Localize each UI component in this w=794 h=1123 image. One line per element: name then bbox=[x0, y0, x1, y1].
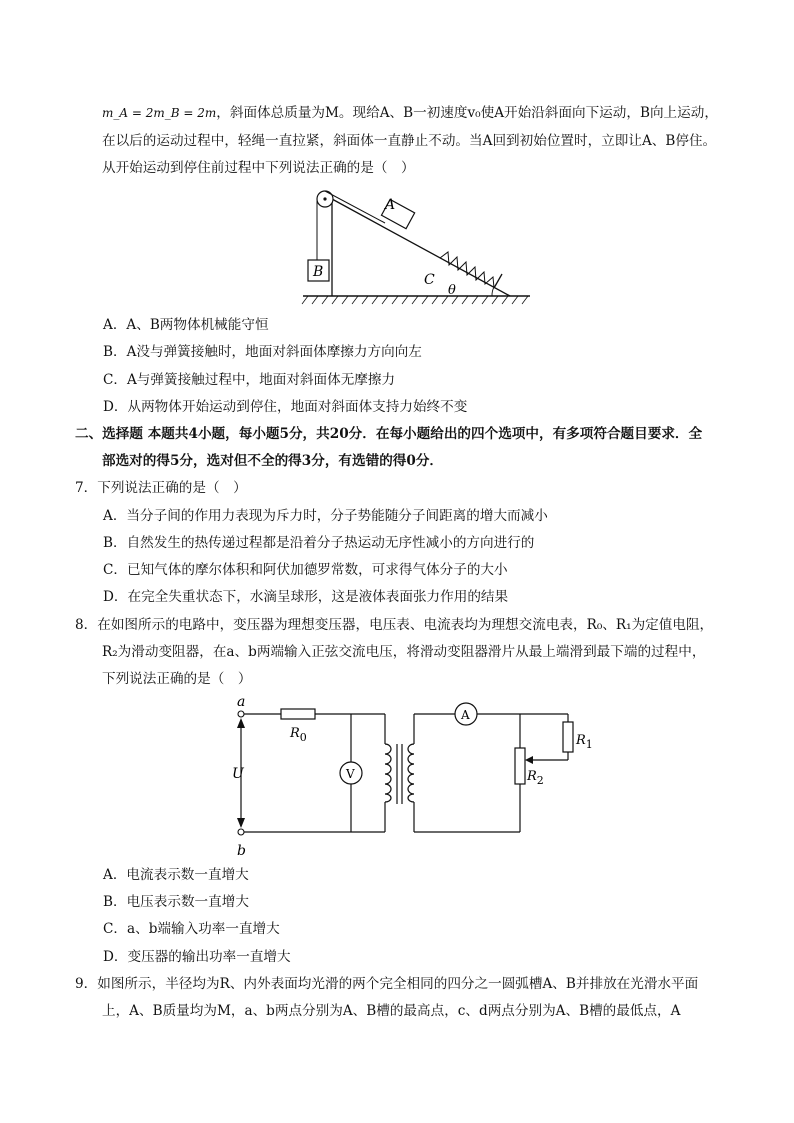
q8-option-c: C．a、b端输入功率一直增大 bbox=[103, 921, 280, 937]
q8-label-R1: $R_1$ bbox=[576, 733, 593, 751]
q6-label-A: A bbox=[385, 197, 396, 213]
q6-line2: 在以后的运动过程中，轻绳一直拉紧，斜面体一直静止不动。当A回到初始位置时，立即让A、B停住。 bbox=[102, 133, 717, 149]
q7-option-b: B．自然发生的热传递过程都是沿着分子热运动无序性减小的方向进行的 bbox=[103, 535, 535, 551]
q8-voltmeter-label: V bbox=[346, 767, 355, 781]
q6-option-d: D．从两物体开始运动到停住，地面对斜面体支持力始终不变 bbox=[103, 399, 468, 415]
q6-label-C: C bbox=[424, 272, 435, 288]
q8-label-R2: $R_2$ bbox=[527, 769, 544, 787]
q7-option-a: A．当分子间的作用力表现为斥力时，分子势能随分子间距离的增大而减小 bbox=[103, 508, 548, 524]
q9-line1: 9．如图所示，半径均为R、内外表面均光滑的两个完全相同的四分之一圆弧槽A、B并排放在光滑水平面 bbox=[75, 976, 699, 992]
q6-line1 bbox=[102, 104, 718, 122]
q8-label-R0: $R_0$ bbox=[290, 726, 307, 744]
q9-line2: 上，A、B质量均为M，a、b两点分别为A、B槽的最高点，c、d两点分别为A、B槽的最低点，A bbox=[102, 1003, 681, 1019]
q6-option-c: C．A与弹簧接触过程中，地面对斜面体无摩擦力 bbox=[103, 372, 396, 388]
q8-option-d: D．变压器的输出功率一直增大 bbox=[103, 949, 291, 965]
q8-circuit-figure bbox=[225, 692, 595, 860]
q6-line1-text: ，斜面体总质量为M。现给A、B一初速度v₀使A开始沿斜面向下运动，B向上运动， bbox=[216, 105, 718, 121]
q8-label-U: U bbox=[232, 766, 244, 782]
q7-option-c: C．已知气体的摩尔体积和阿伏加德罗常数，可求得气体分子的大小 bbox=[103, 562, 508, 578]
q7-option-d: D．在完全失重状态下，水滴呈球形，这是液体表面张力作用的结果 bbox=[103, 589, 509, 605]
q8-option-a: A．电流表示数一直增大 bbox=[103, 867, 249, 883]
q8-stem: 下列说法正确的是（ ） bbox=[102, 671, 252, 687]
q6-label-B: B bbox=[313, 264, 324, 280]
q8-label-a: a bbox=[237, 694, 246, 710]
q7-stem: 7．下列说法正确的是（ ） bbox=[75, 480, 247, 496]
q6-mass-formula: m_A = 2m_B = 2m bbox=[102, 106, 217, 120]
section2-header-line1: 二、选择题 本题共4小题，每小题5分，共20分．在每小题给出的四个选项中，有多项符合题目要求．全 bbox=[75, 426, 703, 442]
section2-header-line2: 部选对的得5分，选对但不全的得3分，有选错的得0分． bbox=[102, 453, 444, 469]
q8-ammeter-label: A bbox=[461, 708, 470, 722]
q8-label-b: b bbox=[237, 843, 246, 859]
q6-option-b: B．A没与弹簧接触时，地面对斜面体摩擦力方向向左 bbox=[103, 344, 422, 360]
q6-stem: 从开始运动到停住前过程中下列说法正确的是（ ） bbox=[102, 160, 415, 176]
q8-option-b: B．电压表示数一直增大 bbox=[103, 894, 249, 910]
q8-line2: R₂为滑动变阻器，在a、b两端输入正弦交流电压，将滑动变阻器滑片从最上端滑到最下端的过程中， bbox=[102, 644, 706, 660]
q8-line1: 8．在如图所示的电路中，变压器为理想变压器，电压表、电流表均为理想交流电表，R₀、R₁为定值电阻， bbox=[75, 617, 714, 633]
q6-option-a: A．A、B两物体机械能守恒 bbox=[103, 317, 269, 333]
q6-label-theta: θ bbox=[448, 283, 456, 298]
q6-incline-figure bbox=[298, 185, 538, 310]
